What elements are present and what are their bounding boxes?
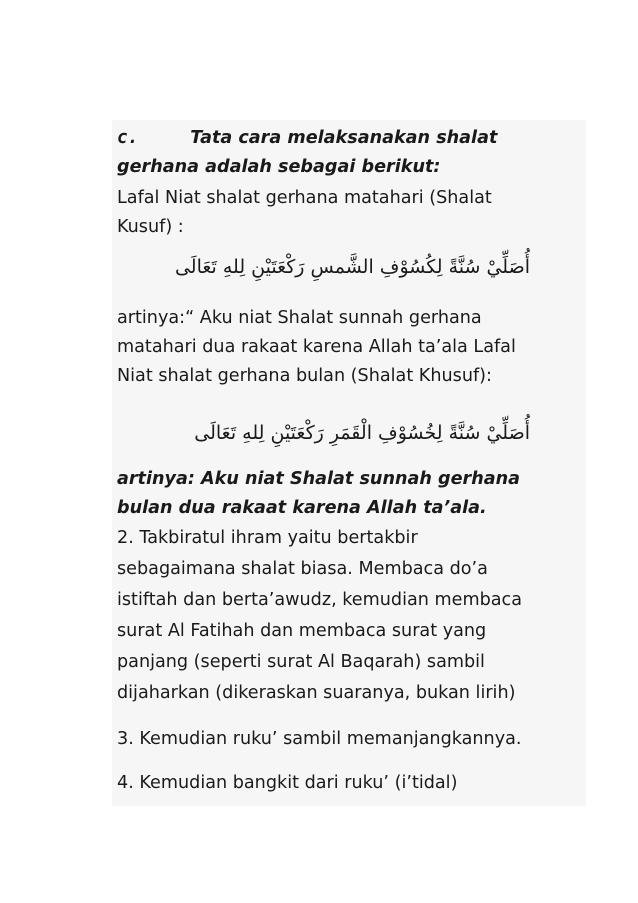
khusuf-meaning-line1: artinya: Aku niat Shalat sunnah gerhana <box>117 469 521 489</box>
section-marker: c. <box>117 128 139 148</box>
kusuf-meaning-line3: Niat shalat gerhana bulan (Shalat Khusuf): <box>117 366 492 386</box>
kusuf-intro-line2: Kusuf) : <box>117 217 184 237</box>
step-2-line2: sebagaimana shalat biasa. Membaca do’a <box>117 559 488 579</box>
step-2-line6: dijaharkan (dikeraskan suaranya, bukan lirih) <box>117 683 516 703</box>
step-2-line5: panjang (seperti surat Al Baqarah) sambil <box>117 652 485 672</box>
section-c-heading-line2: gerhana adalah sebagai berikut: <box>117 157 441 177</box>
section-title: Tata cara melaksanakan shalat <box>190 128 498 148</box>
kusuf-meaning-line1: artinya:“ Aku niat Shalat sunnah gerhana <box>117 308 482 328</box>
step-2-line1: 2. Takbiratul ihram yaitu bertakbir <box>117 528 418 548</box>
step-3: 3. Kemudian ruku’ sambil memanjangkannya. <box>117 729 522 749</box>
step-2-line3: istiftah dan berta’awudz, kemudian membaca <box>117 590 523 610</box>
section-c-heading <box>117 126 497 150</box>
khusuf-meaning-line2: bulan dua rakaat karena Allah ta’ala. <box>117 498 487 518</box>
step-4: 4. Kemudian bangkit dari ruku’ (i’tidal) <box>117 773 458 793</box>
step-2-line4: surat Al Fatihah dan membaca surat yang <box>117 621 487 641</box>
kusuf-niat-arabic: أُصَلِّيْ سُنَّةً لِكُسُوْفِ الشَّمسِ رَكْعَتَيْنِ لِلهِ تَعَالَى <box>174 256 530 278</box>
khusuf-niat-arabic: أُصَلِّيْ سُنَّةً لِخُسُوْفِ الْقَمَرِ رَكْعَتَيْنِ لِلهِ تَعَالَى <box>194 422 530 444</box>
kusuf-intro-line1: Lafal Niat shalat gerhana matahari (Shalat <box>117 188 492 208</box>
kusuf-meaning-line2: matahari dua rakaat karena Allah ta’ala Lafal <box>117 337 516 357</box>
